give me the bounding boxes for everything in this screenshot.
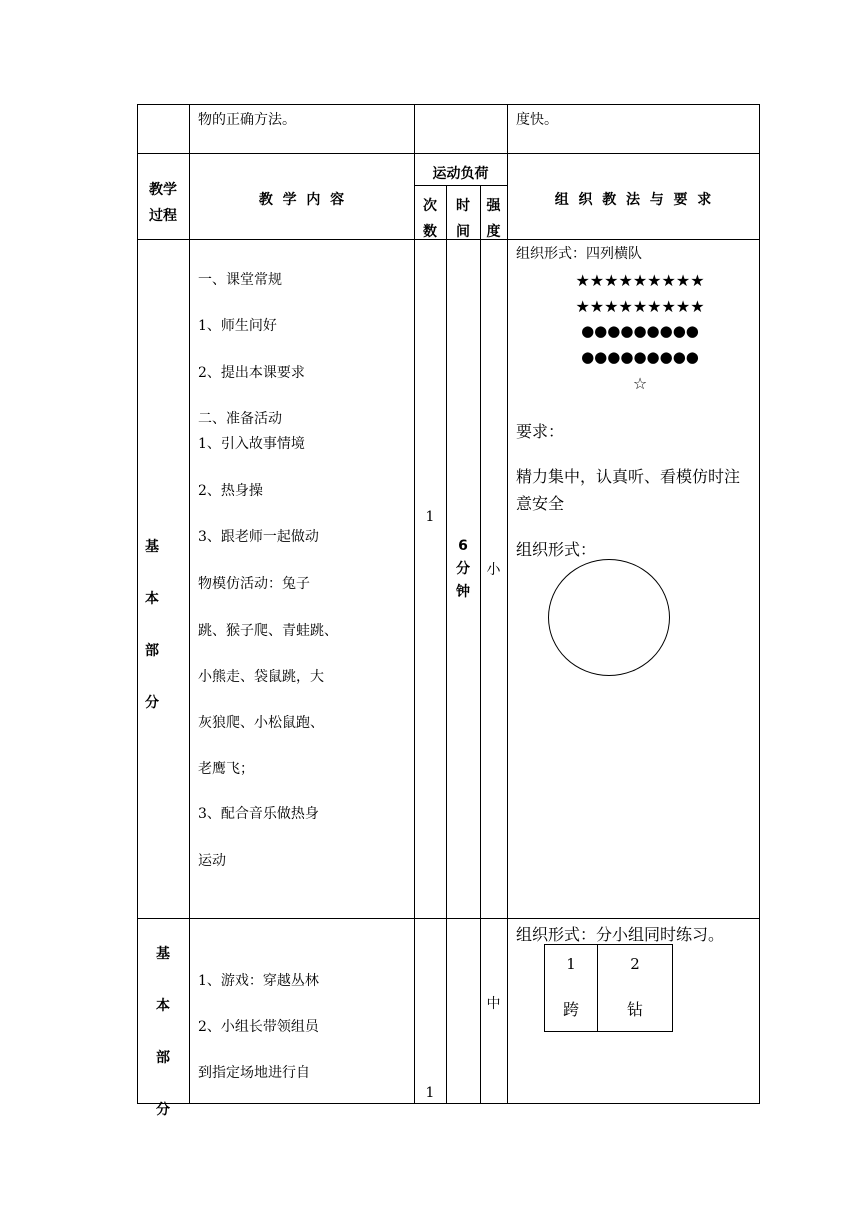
content-line: 到指定场地进行自	[198, 1065, 310, 1081]
phase-char: 本	[156, 998, 170, 1014]
section1-times: 1	[425, 509, 435, 525]
content-line: 老鹰飞；	[198, 761, 254, 777]
header-intensity-line: 度	[486, 224, 501, 240]
grid-line	[414, 185, 507, 186]
header-org: 组 织 教 法 与 要 求	[554, 192, 712, 208]
header-intensity	[480, 193, 507, 245]
phase-char: 基	[145, 539, 159, 555]
formation-row: ★★★★★★★★★	[575, 271, 705, 290]
content-line: 2、小组长带领组员	[198, 1019, 319, 1035]
content-line: 2、热身操	[198, 483, 263, 499]
header-process-line: 教学	[149, 182, 177, 198]
header-times-line: 次	[423, 198, 437, 214]
group-label: 钻	[626, 1000, 643, 1019]
header-time	[446, 193, 480, 245]
content-line: 1、引入故事情境	[198, 436, 305, 452]
formation-row: ●●●●●●●●●	[581, 348, 699, 366]
phase-char: 部	[156, 1050, 170, 1066]
grid-line	[507, 104, 508, 1103]
header-time-line: 时	[456, 198, 470, 214]
formation-row: ★★★★★★★★★	[575, 297, 705, 316]
grid-line	[137, 104, 760, 105]
content-line: 跳、猴子爬、青蛙跳、	[198, 623, 338, 639]
header-content: 教 学 内 容	[258, 192, 345, 208]
section1-intensity: 小	[486, 562, 501, 578]
grid-line	[446, 918, 447, 1103]
phase-char: 部	[145, 643, 159, 659]
requirement-label: 要求：	[516, 422, 565, 441]
time-char: 分	[456, 561, 470, 577]
content-line: 物模仿活动：兔子	[198, 576, 310, 592]
circle-formation	[548, 559, 670, 676]
group-box	[544, 944, 673, 1032]
group-number: 2	[630, 955, 640, 973]
grid-line	[189, 104, 190, 1103]
group-number: 1	[566, 955, 576, 973]
requirement-line: 精力集中，认真听、看模仿时注	[516, 467, 741, 486]
section1-phase	[137, 521, 167, 729]
phase-char: 基	[156, 946, 170, 962]
header-times	[414, 193, 446, 245]
header-process-line: 过程	[149, 208, 177, 224]
header-intensity-line: 强	[486, 198, 501, 214]
org-form-label: 组织形式：四列横队	[516, 246, 642, 262]
top-row-org: 度快。	[516, 112, 558, 128]
teacher-mark: ☆	[632, 374, 648, 393]
content-line: 二、准备活动	[198, 411, 282, 427]
section1-time	[446, 535, 480, 604]
requirement-line: 意安全	[516, 494, 565, 513]
grid-line	[137, 1103, 760, 1104]
content-line: 3、跟老师一起做动	[198, 529, 319, 545]
content-line: 灰狼爬、小松鼠跑、	[198, 715, 324, 731]
content-line: 3、配合音乐做热身	[198, 806, 319, 822]
section2-intensity: 中	[486, 996, 501, 1012]
content-line: 1、游戏：穿越丛林	[198, 973, 319, 989]
header-times-line: 数	[423, 224, 437, 240]
grid-line	[759, 104, 760, 1103]
section2-times: 1	[425, 1085, 435, 1101]
org-form-label-2: 组织形式：	[516, 540, 597, 559]
phase-char: 分	[156, 1102, 170, 1118]
top-row-content: 物的正确方法。	[198, 112, 296, 128]
phase-char: 本	[145, 591, 159, 607]
header-process	[137, 177, 189, 229]
header-load: 运动负荷	[432, 166, 489, 182]
content-line: 一、课堂常规	[198, 272, 282, 288]
time-char: 6	[458, 538, 468, 554]
phase-char: 分	[145, 695, 159, 711]
grid-line	[137, 918, 760, 919]
content-line: 运动	[198, 853, 226, 869]
content-line: 小熊走、袋鼠跳，大	[198, 669, 324, 685]
org-form-line: 组织形式：分小组同时练习。	[516, 925, 725, 944]
content-line: 2、提出本课要求	[198, 365, 305, 381]
section2-phase	[137, 928, 189, 1136]
grid-line	[137, 153, 760, 154]
header-time-line: 间	[456, 224, 470, 240]
grid-line	[480, 185, 481, 918]
time-char: 钟	[456, 584, 470, 600]
content-line: 1、师生问好	[198, 318, 277, 334]
group-label: 跨	[562, 1000, 579, 1019]
formation-row: ●●●●●●●●●	[581, 322, 699, 340]
grid-line	[414, 104, 415, 1103]
